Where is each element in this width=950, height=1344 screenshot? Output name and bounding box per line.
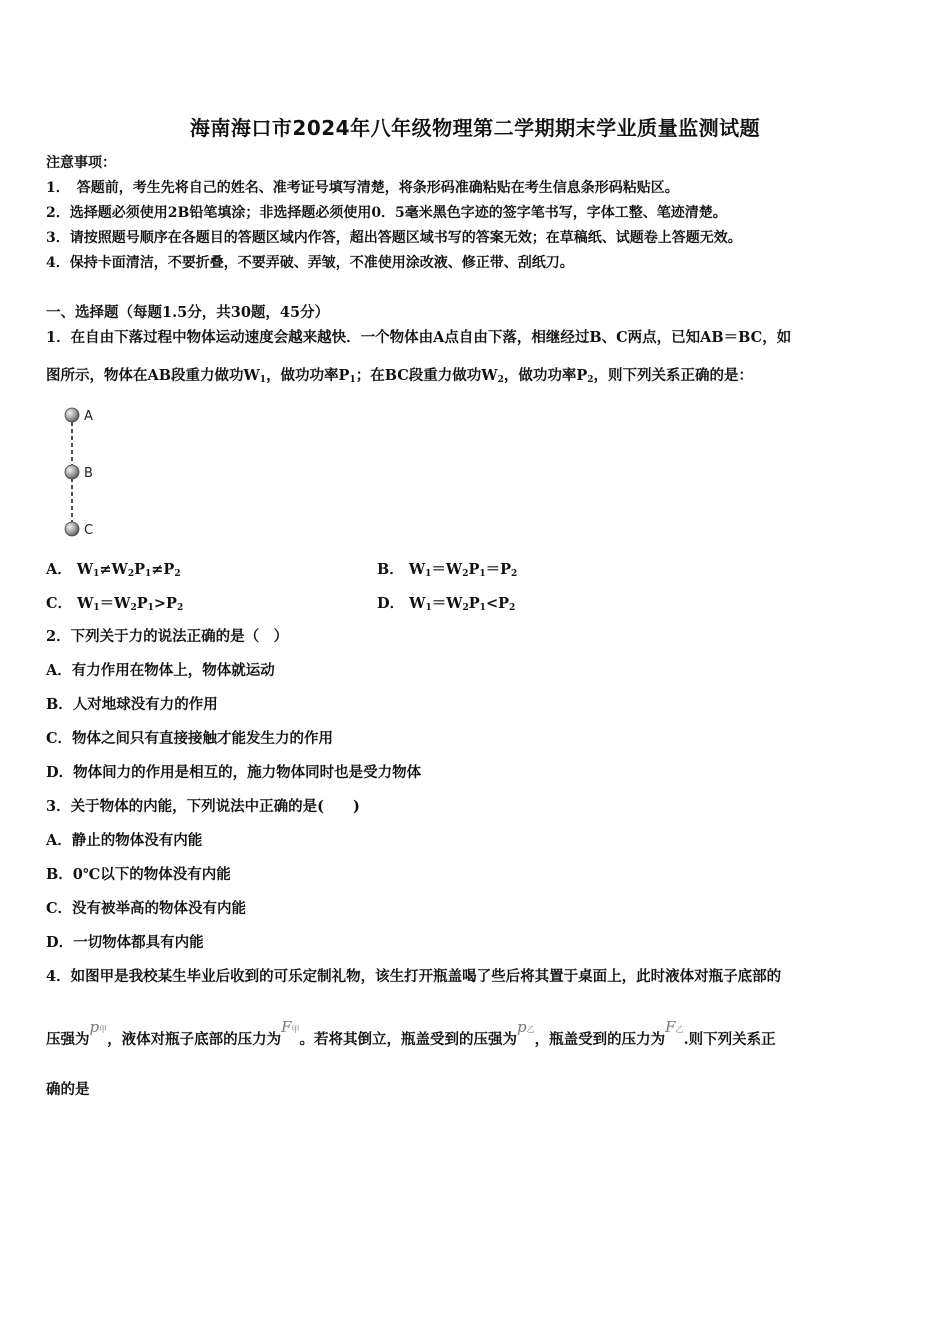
question-1-line-1: 1．在自由下落过程中物体运动速度会越来越快．一个物体由A点自由下落，相继经过B、C两点，已知AB＝BC，如 xyxy=(46,329,792,346)
question-1-option-d: D． $W_1=W_2P_1<P_2$ xyxy=(377,595,516,613)
notice-item: 3．请按照题号顺序在各题目的答题区域内作答，超出答题区域书写的答案无效；在草稿纸、试题卷上答题无效。 xyxy=(46,230,742,246)
question-2-option: D．物体间力的作用是相互的，施力物体同时也是受力物体 xyxy=(46,764,422,781)
point-label-a: A xyxy=(84,409,93,424)
question-2-option: B．人对地球没有力的作用 xyxy=(46,696,218,713)
ball-c xyxy=(65,522,79,536)
question-2-option: C．物体之间只有直接接触才能发生力的作用 xyxy=(46,730,334,747)
force-yi-symbol: F乙 xyxy=(665,1018,684,1036)
page-title: 海南海口市2024年八年级物理第二学期期末学业质量监测试题 xyxy=(189,116,761,140)
notice-item: 4．保持卡面清洁，不要折叠，不要弄破、弄皱，不准使用涂改液、修正带、刮纸刀。 xyxy=(46,255,574,271)
ball-a xyxy=(65,408,79,422)
notice-heading: 注意事项： xyxy=(46,155,116,171)
point-label-b: B xyxy=(84,466,93,481)
pressure-jia-symbol: p甲 xyxy=(89,1018,108,1036)
notice-item: 1． 答题前，考生先将自己的姓名、准考证号填写清楚，将条形码准确粘贴在考生信息条形码粘贴区。 xyxy=(46,180,679,196)
point-label-c: C xyxy=(84,523,94,538)
question-1-option-c: C． $W_1=W_2P_1>P_2$ xyxy=(46,595,184,613)
question-3-option: D．一切物体都具有内能 xyxy=(46,934,204,951)
pressure-yi-symbol: p乙 xyxy=(517,1018,535,1036)
question-1-option-a: A． $W_1\ne W_2P_1\ne P_2$ xyxy=(46,561,181,579)
question-2-stem: 2．下列关于力的说法正确的是（ ） xyxy=(46,628,289,645)
question-3-option: C．没有被举高的物体没有内能 xyxy=(46,900,247,917)
section-heading: 一、选择题（每题1.5分，共30题，45分） xyxy=(46,304,330,321)
question-1-option-b: B． $W_1=W_2P_1=P_2$ xyxy=(377,561,518,579)
ball-b xyxy=(65,465,79,479)
question-4-line-1: 4．如图甲是我校某生毕业后收到的可乐定制礼物，该生打开瓶盖喝了些后将其置于桌面上，此时液体对瓶子底部的 xyxy=(46,968,782,985)
question-4-line-2: 压强为p甲，液体对瓶子底部的压力为F甲。若将其倒立，瓶盖受到的压强为p乙，瓶盖受到的压力为F乙.则下列关系正 xyxy=(46,1018,776,1048)
notice-item: 2．选择题必须使用2B铅笔填涂；非选择题必须使用0．5毫米黑色字迹的签字笔书写，字体工整、笔迹清楚。 xyxy=(46,205,727,221)
question-1-line-2: 图所示，物体在AB段重力做功$W_1$，做功功率$P_1$；在BC段重力做功$W_2$，做功功率$P_2$，则下列关系正确的是： xyxy=(46,367,754,385)
question-4-line-3: 确的是 xyxy=(46,1081,90,1098)
question-3-stem: 3．关于物体的内能，下列说法中正确的是( ) xyxy=(46,798,360,815)
falling-ball-diagram xyxy=(58,400,118,545)
question-3-option: B．0℃以下的物体没有内能 xyxy=(46,866,231,883)
force-jia-symbol: F甲 xyxy=(281,1018,300,1036)
question-3-option: A．静止的物体没有内能 xyxy=(46,832,203,849)
question-2-option: A．有力作用在物体上，物体就运动 xyxy=(46,662,275,679)
